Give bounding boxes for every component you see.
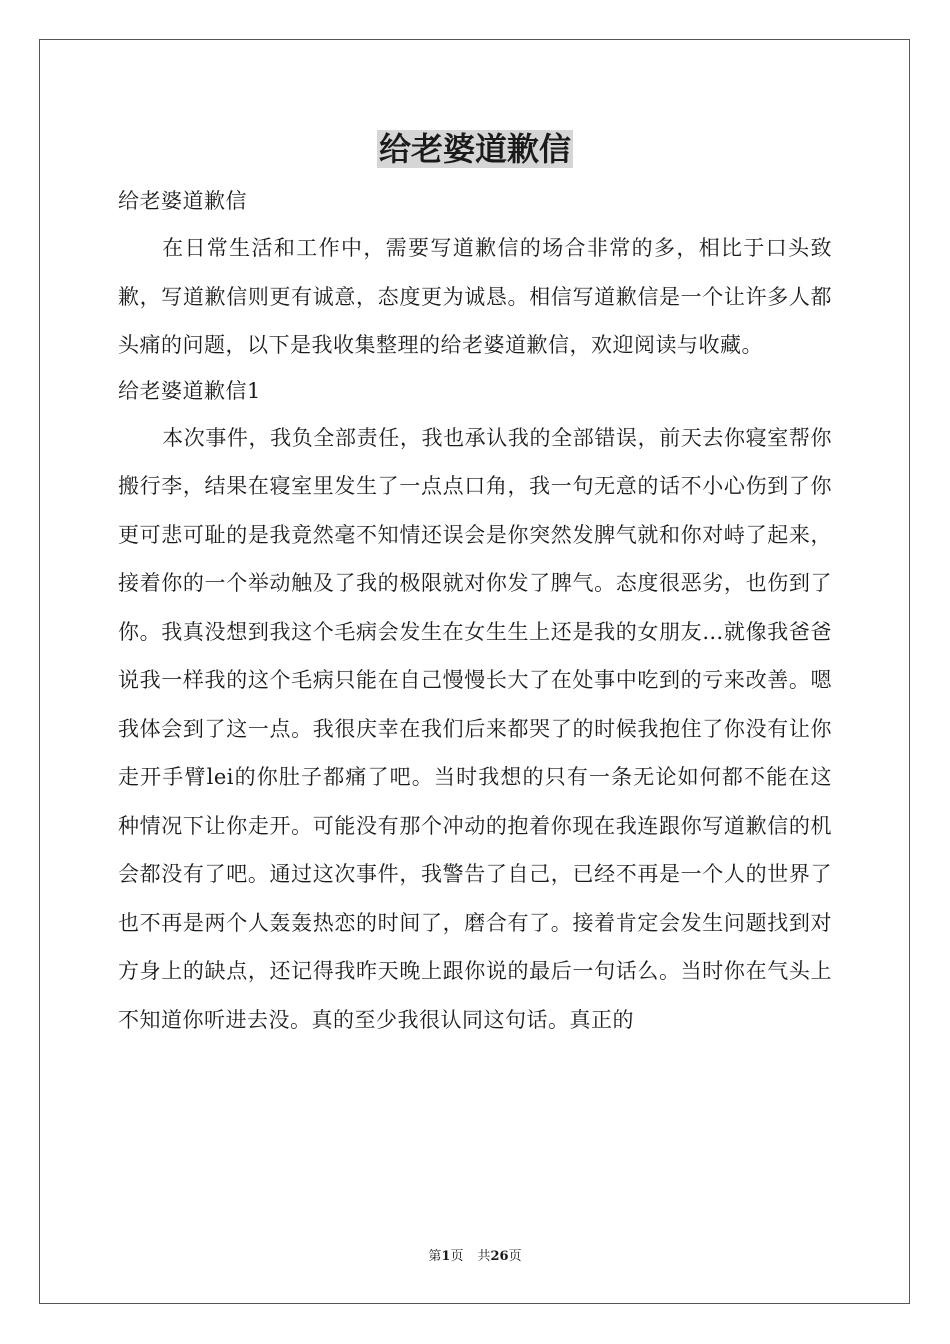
total-suffix: 页: [508, 1249, 522, 1264]
page-suffix: 页: [450, 1249, 464, 1264]
letter-1-heading: 给老婆道歉信1: [118, 378, 261, 403]
intro-paragraph: 在日常生活和工作中，需要写道歉信的场合非常的多，相比于口头致歉，写道歉信则更有诚意，态度更为诚恳。相信写道歉信是一个让许多人都头痛的问题，以下是我收集整理的给老婆道歉信，欢迎阅读与收藏。: [118, 236, 832, 357]
document-title-text: 给老婆道歉信: [378, 130, 571, 168]
page-number: 1: [441, 1249, 451, 1264]
page-prefix: 第: [428, 1249, 442, 1264]
total-prefix: 共: [477, 1249, 491, 1264]
total-pages: 26: [490, 1249, 509, 1264]
letter-1-paragraph: 本次事件，我负全部责任，我也承认我的全部错误，前天去你寝室帮你搬行李，结果在寝室里发生了一点点口角，我一句无意的话不小心伤到了你更可悲可耻的是我竟然毫不知情还误会是你突然发脾气就和你对峙了起来，接着你的一个举动触及了我的极限就对你发了脾气。态度很恶劣，也伤到了你。我真没想到我这个毛病会发生在女生生上还是我的女朋友…就像我爸爸说我一样我的这个毛病只能在自己慢慢长大了在处事中吃到的亏来改善。嗯我体会到了这一点。我很庆幸在我们后来都哭了的时候我抱住了你没有让你走开手臂lei的你肚子都痛了吧。当时我想的只有一条无论如何都不能在这种情况下让你走开。可能没有那个冲动的抱着你现在我连跟你写道歉信的机会都没有了吧。通过这次事件，我警告了自己，已经不再是一个人的世界了也不再是两个人轰轰热恋的时间了，磨合有了。接着肯定会发生问题找到对方身上的缺点，还记得我昨天晚上跟你说的最后一句话么。当时你在气头上不知道你听进去没。真的至少我很认同这句话。真正的: [118, 425, 832, 1032]
page-footer: [0, 1247, 950, 1267]
intro-heading: 给老婆道歉信: [118, 189, 247, 213]
document-body: [118, 180, 832, 1044]
document-title: [0, 128, 950, 170]
